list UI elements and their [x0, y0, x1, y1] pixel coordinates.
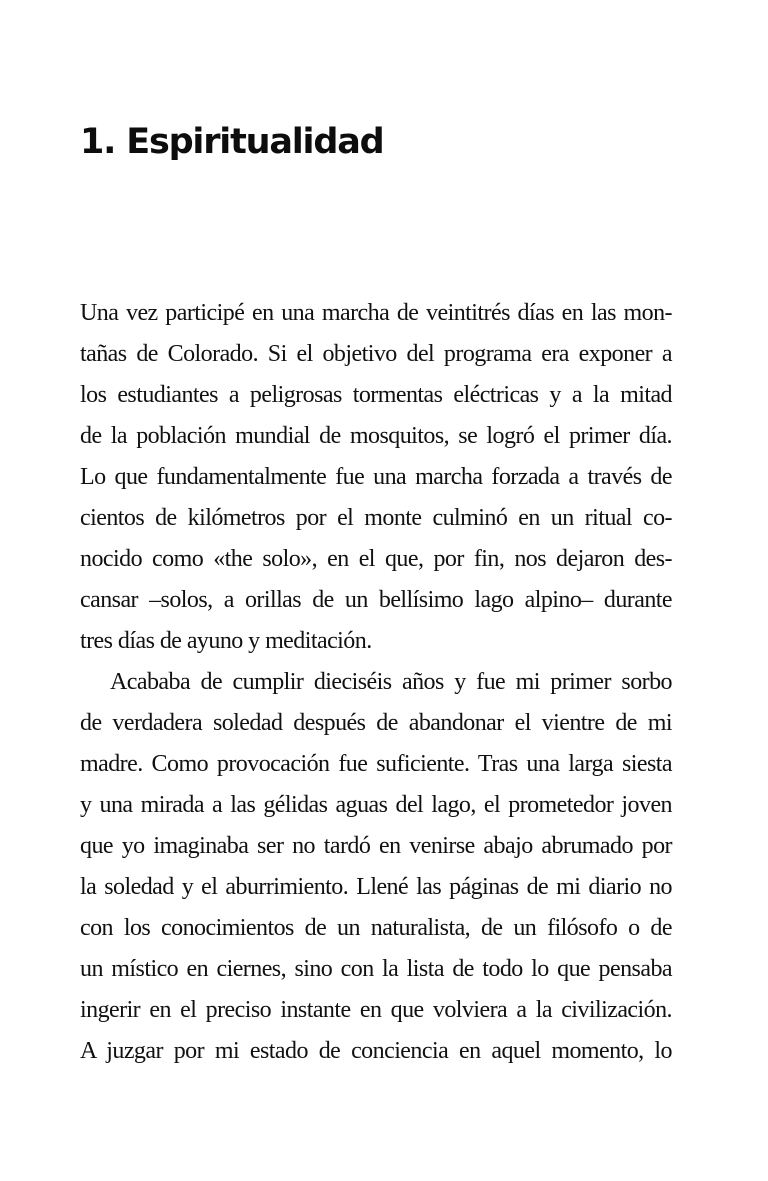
text-line: que yo imaginaba ser no tardó en venirse abajo abrumado por: [80, 833, 672, 859]
text-line: A juzgar por mi estado de conciencia en aquel momento, lo: [80, 1038, 672, 1064]
text-line: Acababa de cumplir dieciséis años y fue mi primer sorbo: [110, 669, 672, 695]
text-line: nocido como «the solo», en el que, por fin, nos dejaron des-: [80, 546, 672, 572]
text-line: Lo que fundamentalmente fue una marcha forzada a través de: [80, 464, 672, 490]
text-line: cientos de kilómetros por el monte culminó en un ritual co-: [80, 505, 672, 531]
text-line: con los conocimientos de un naturalista, de un filósofo o de: [80, 915, 672, 941]
text-line: tañas de Colorado. Si el objetivo del programa era exponer a: [80, 341, 672, 367]
text-line: de verdadera soledad después de abandonar el vientre de mi: [80, 710, 672, 736]
text-line: cansar –solos, a orillas de un bellísimo lago alpino– durante: [80, 587, 672, 613]
paragraph-2: [80, 662, 672, 1072]
body-text: [80, 293, 672, 1072]
text-line: de la población mundial de mosquitos, se logró el primer día.: [80, 423, 672, 449]
text-line: madre. Como provocación fue suficiente. Tras una larga siesta: [80, 751, 672, 777]
text-line: ingerir en el preciso instante en que volviera a la civilización.: [80, 997, 672, 1023]
text-line: un místico en ciernes, sino con la lista de todo lo que pensaba: [80, 956, 672, 982]
text-line: y una mirada a las gélidas aguas del lago, el prometedor joven: [80, 792, 672, 818]
text-line: los estudiantes a peligrosas tormentas eléctricas y a la mitad: [80, 382, 672, 408]
text-line: Una vez participé en una marcha de veintitrés días en las mon-: [80, 300, 672, 326]
text-line: tres días de ayuno y meditación.: [80, 628, 372, 654]
paragraph-1: [80, 293, 672, 662]
text-line: la soledad y el aburrimiento. Llené las páginas de mi diario no: [80, 874, 672, 900]
chapter-title: 1. Espiritualidad: [80, 122, 384, 162]
